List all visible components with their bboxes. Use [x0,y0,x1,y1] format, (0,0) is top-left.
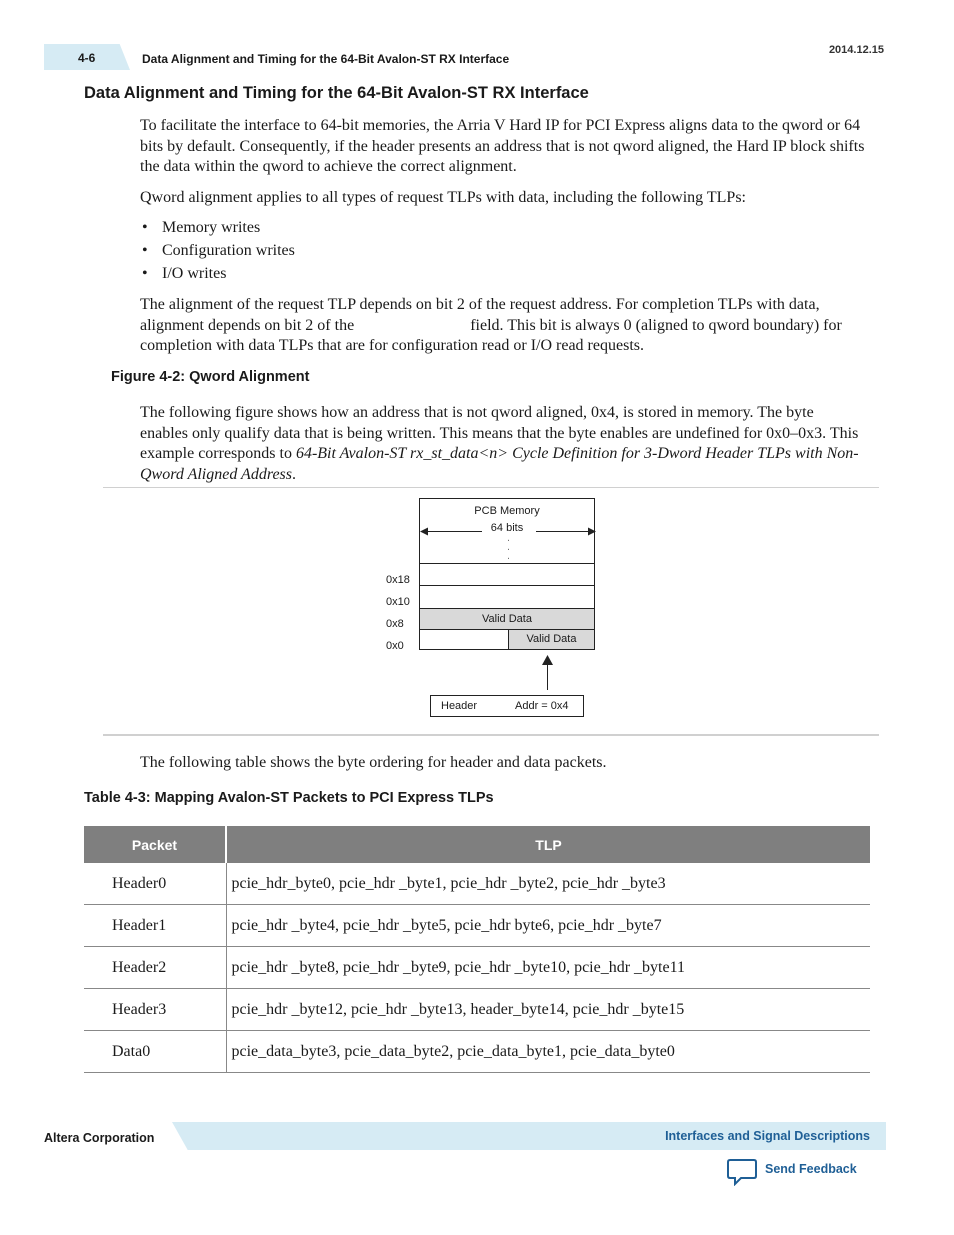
speech-bubble-icon[interactable] [727,1158,757,1186]
paragraph-figure-desc [140,403,864,485]
figure-caption: Figure 4-2: Qword Alignment [111,369,310,385]
send-feedback-link[interactable]: Send Feedback [765,1162,857,1176]
column-header-packet: Packet [84,826,226,863]
tlp-cell: pcie_hdr _byte12, pcie_hdr _byte13, header_byte14, pcie_hdr _byte15 [226,989,870,1031]
table-row [84,905,870,947]
arrow-up-icon [542,655,553,665]
table-header-row [84,826,870,863]
packet-cell: Header1 [84,905,226,947]
address-label: 0x10 [386,596,410,608]
address-value-label: Addr = 0x4 [515,700,569,712]
figure-desc-text: The following figure shows how an address that is not qword aligned, 0x4, is stored in memory. The byte enables only qualify data that is being written. This means that the byte enables are undefined for 0x0–0x3. This example corresponds to [140,404,859,462]
column-header-tlp: TLP [226,826,870,863]
address-label: 0x18 [386,574,410,586]
memory-row-divider [420,585,594,586]
width-arrowheads [420,527,596,536]
packet-cell: Header3 [84,989,226,1031]
table-row [84,1031,870,1073]
paragraph-table-intro: The following table shows the byte ordering for header and data packets. [140,754,607,771]
company-name: Altera Corporation [44,1131,155,1145]
paragraph-alignment [140,295,872,357]
paragraph-qword: Qword alignment applies to all types of request TLPs with data, including the following TLPs: [140,189,746,206]
header-box [430,695,584,717]
paragraph-alignment-part2: field. This bit is always 0 (aligned to qword boundary) for completion with data TLPs that are for configuration read or I/O read requests. [140,316,842,354]
width-label: 64 bits [490,522,524,534]
paragraph-intro: To facilitate the interface to 64-bit memories, the Arria V Hard IP for PCI Express aligns data to the qword or 64 bits by default. Consequently, if the header presents an address that is not qword aligned, the Hard IP block shifts the data within the qword to achieve the correct alignment. [140,117,865,175]
paragraph-alignment-part1: The alignment of the request TLP depends on bit 2 of the request address. For completion TLPs with data, alignment depends on bit 2 of the [140,296,820,334]
tlp-cell: pcie_hdr _byte4, pcie_hdr _byte5, pcie_hdr byte6, pcie_hdr _byte7 [226,905,870,947]
table-caption: Table 4-3: Mapping Avalon-ST Packets to PCI Express TLPs [84,790,494,806]
valid-data-full-row: Valid Data [420,608,594,630]
list-item: • Memory writes [140,218,295,241]
table-row [84,863,870,905]
packet-cell: Data0 [84,1031,226,1073]
section-title: Data Alignment and Timing for the 64-Bit Avalon-ST RX Interface [84,84,589,102]
tlp-cell: pcie_hdr _byte8, pcie_hdr _byte9, pcie_hdr _byte10, pcie_hdr _byte11 [226,947,870,989]
table-row [84,947,870,989]
revision-date: 2014.12.15 [828,44,884,56]
valid-data-upper-half: Valid Data [508,630,594,649]
address-label: 0x8 [386,618,404,630]
mapping-table [84,826,870,1073]
figure-desc-end: . [292,465,297,483]
header-label: Header [441,700,478,712]
packet-cell: Header2 [84,947,226,989]
tlp-cell: pcie_data_byte3, pcie_data_byte2, pcie_data_byte1, pcie_data_byte0 [226,1031,870,1073]
figure-top-rule [103,487,879,488]
memory-label: PCB Memory [474,505,540,517]
packet-cell: Header0 [84,863,226,905]
running-header: Data Alignment and Timing for the 64-Bit Avalon-ST RX Interface [142,52,510,66]
cross-reference-link[interactable]: 64-Bit Avalon-ST rx_st_data<n> Cycle Definition for 3-Dword Header TLPs with Non-Qword Aligned Address [140,445,859,483]
chapter-link[interactable]: Interfaces and Signal Descriptions [665,1129,870,1143]
ellipsis-dots: . . . [506,539,516,562]
memory-block [419,498,595,650]
memory-row-divider [420,563,594,564]
page-number: 4-6 [78,51,96,65]
tlp-list [140,218,295,287]
table-row [84,989,870,1031]
figure-bottom-rule [103,734,879,736]
list-item: • I/O writes [140,264,295,287]
list-item: • Configuration writes [140,241,295,264]
tlp-cell: pcie_hdr_byte0, pcie_hdr _byte1, pcie_hdr _byte2, pcie_hdr _byte3 [226,863,870,905]
address-label: 0x0 [386,640,404,652]
